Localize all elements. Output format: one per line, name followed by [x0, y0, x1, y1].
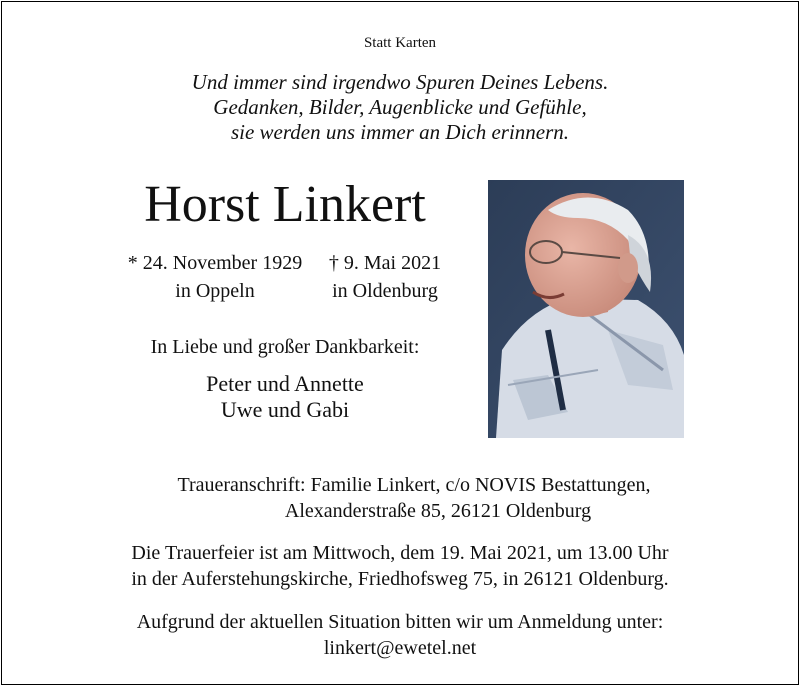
- address-line: Traueranschrift: Familie Linkert, c/o NOVIS Bestattungen,: [177, 474, 651, 496]
- gratitude-line: In Liebe und großer Dankbarkeit:: [150, 336, 420, 358]
- poem-line: Gedanken, Bilder, Augenblicke und Gefühle,: [213, 95, 587, 119]
- family-member-line: Uwe und Gabi: [220, 397, 350, 422]
- funeral-details: [0, 540, 800, 592]
- death-place: in Oldenburg: [332, 280, 438, 302]
- contact-email: linkert@ewetel.net: [323, 637, 477, 659]
- notice-line: Aufgrund der aktuellen Situation bitten wir um Anmeldung unter:: [136, 611, 664, 633]
- ceremony-line: Die Trauerfeier ist am Mittwoch, dem 19. Mai 2021, um 13.00 Uhr: [131, 542, 669, 564]
- header-text: Statt Karten: [363, 35, 437, 51]
- registration-notice: [0, 609, 800, 661]
- deceased-name: Horst Linkert: [144, 176, 426, 233]
- birth-date: * 24. November 1929: [127, 252, 303, 274]
- memorial-poem: [0, 70, 800, 145]
- poem-line: sie werden uns immer an Dich erinnern.: [230, 120, 570, 144]
- death-info: [315, 249, 455, 305]
- birth-info: [110, 249, 320, 305]
- poem-line: Und immer sind irgendwo Spuren Deines Lebens.: [191, 70, 609, 94]
- death-date: † 9. Mai 2021: [328, 252, 442, 274]
- mourning-address: [0, 472, 800, 524]
- family-member-line: Peter und Annette: [206, 371, 364, 396]
- ceremony-line: in der Auferstehungskirche, Friedhofsweg 75, in 26121 Oldenburg.: [131, 568, 669, 590]
- address-line: Alexanderstraße 85, 26121 Oldenburg: [284, 500, 592, 522]
- portrait-photo: [488, 180, 684, 438]
- family-names: [100, 371, 470, 423]
- birth-place: in Oppeln: [175, 280, 255, 302]
